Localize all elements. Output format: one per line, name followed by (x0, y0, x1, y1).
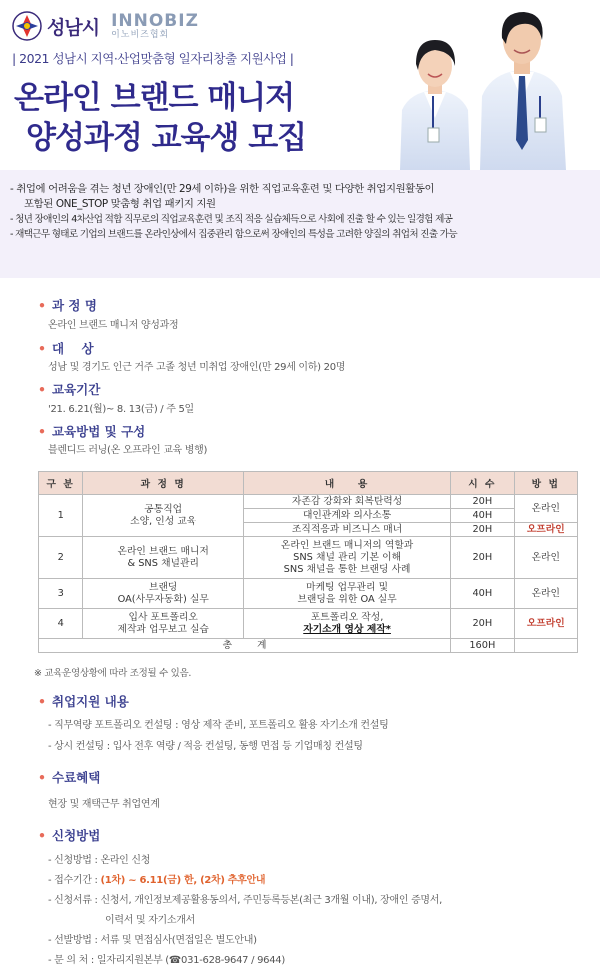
method-cell: 오프라인 (514, 609, 577, 639)
course-name-cell (83, 537, 244, 579)
method-heading: • 교육방법 및 구성 (38, 424, 146, 439)
logo-row (12, 8, 199, 44)
curriculum-table (38, 471, 578, 653)
business-people-image (340, 0, 600, 170)
course-name: & SNS 채널관리 (127, 557, 199, 569)
course-name-cell (83, 609, 244, 639)
content-cell: 조직적응과 비즈니스 매너 (244, 523, 451, 537)
apply-period-label: - 접수기간 : (48, 875, 101, 886)
title-line-1: 온라인 브랜드 매니저 (14, 80, 295, 116)
row-number: 4 (39, 609, 83, 639)
content-line: 포트폴리오 작성, (310, 611, 384, 623)
support-item: - 직무역량 포트폴리오 컨설팅 : 영상 제작 준비, 포트폴리오 활용 자기소개 컨설팅 (48, 720, 389, 731)
hours-cell: 40H (451, 579, 514, 609)
content-cell: 자존감 강화와 회복탄력성 (244, 495, 451, 509)
course-text: 온라인 브랜드 매니저 양성과정 (48, 320, 179, 331)
period-heading: • 교육기간 (38, 382, 101, 397)
method-cell: 온라인 (514, 495, 577, 523)
content-cell (244, 537, 451, 579)
total-hours: 160H (451, 639, 514, 653)
intro-list (0, 170, 600, 242)
content-line: 마케팅 업무관리 및 (306, 581, 389, 593)
course-name: 입사 포트폴리오 (128, 611, 198, 623)
content-cell (244, 609, 451, 639)
content-line: 브랜딩을 위한 OA 실무 (297, 593, 397, 605)
hours-cell: 20H (451, 523, 514, 537)
intro-item: - 재택근무 형태로 기업의 브랜드를 온라인상에서 집중관리 함으로써 장애인의 특성을 고려한 양질의 취업처 진출 가능 (10, 229, 457, 240)
benefit-label: 수료혜택 (52, 770, 101, 785)
apply-period-value: (1차) ~ 6.11(금) 한, (2차) 추후안내 (100, 875, 266, 886)
header-cell: 구 분 (39, 472, 83, 495)
course-name: 제작과 업무보고 실습 (117, 623, 209, 635)
header-cell: 시 수 (451, 472, 514, 495)
title-line-2: 양성과정 교육생 모집 (26, 120, 307, 156)
seongnam-emblem-icon (12, 11, 42, 41)
apply-selection: - 선발방법 : 서류 및 면접심사(면접일은 별도안내) (48, 935, 257, 946)
support-heading: • 취업지원 내용 (38, 694, 129, 709)
apply-docs: - 신청서류 : 신청서, 개인정보제공활용동의서, 주민등록등본(최근 3개월 이내), 장애인 증명서, (48, 895, 443, 906)
benefit-heading: • 수료혜택 (38, 770, 101, 785)
method-cell: 오프라인 (514, 523, 577, 537)
course-name: OA(사무자동화) 실무 (117, 593, 209, 605)
course-name: 소양, 인성 교육 (130, 515, 197, 527)
innobiz-logo (111, 10, 199, 40)
seongnam-logo (12, 11, 99, 41)
hours-cell: 20H (451, 495, 514, 509)
target-heading: • 대 상 (38, 341, 94, 356)
method-cell: 온라인 (514, 579, 577, 609)
hours-cell: 20H (451, 537, 514, 579)
header-cell: 내 용 (244, 472, 451, 495)
content-line: SNS 채널을 통한 브랜딩 사례 (283, 563, 411, 575)
intro-item: - 취업에 어려움을 겪는 청년 장애인(만 29세 이하)을 위한 직업교육훈련 및 다양한 취업지원활동이 (10, 183, 435, 195)
hours-cell: 40H (451, 509, 514, 523)
apply-period (48, 871, 265, 886)
content-cell: 대인관계와 의사소통 (244, 509, 451, 523)
benefit-text: 현장 및 재택근무 취업연계 (48, 799, 160, 810)
apply-contact: - 문 의 처 : 일자리지원본부 (☎031-628-9647 / 9644) (48, 955, 285, 966)
support-item: - 상시 컨설팅 : 입사 전후 역량 / 적응 컨설팅, 동행 면접 등 기업매칭 컨설팅 (48, 741, 363, 752)
program-subtitle: | 2021 성남시 지역·산업맞춤형 일자리창출 지원사업 | (12, 51, 294, 66)
content-cell (244, 579, 451, 609)
period-text: '21. 6.21(월)~ 8. 13(금) / 주 5일 (48, 404, 194, 415)
course-name: 온라인 브랜드 매니저 (117, 545, 209, 557)
method-cell: 온라인 (514, 537, 577, 579)
row-number: 1 (39, 495, 83, 537)
total-empty (514, 639, 577, 653)
header-cell: 방 법 (514, 472, 577, 495)
target-text: 성남 및 경기도 인근 거주 고졸 청년 미취업 장애인(만 29세 이하) 20명 (48, 362, 346, 373)
apply-label: 신청방법 (52, 828, 101, 843)
intro-band (0, 170, 600, 278)
header-cell: 과 정 명 (83, 472, 244, 495)
course-heading: • 과 정 명 (38, 298, 97, 313)
course-name: 브랜딩 (148, 581, 178, 593)
table-row (39, 495, 578, 509)
total-label: 총 계 (39, 639, 451, 653)
support-label: 취업지원 내용 (52, 694, 129, 709)
content-line: 온라인 브랜드 매니저의 역할과 (280, 539, 414, 551)
hours-cell: 20H (451, 609, 514, 639)
intro-item: 포함된 ONE_STOP 맞춤형 취업 패키지 지원 (24, 198, 216, 210)
partner-name: INNOBIZ (111, 10, 199, 31)
method-label: 교육방법 및 구성 (52, 424, 146, 439)
course-name-cell (83, 579, 244, 609)
intro-item: - 청년 장애인의 4차산업 적합 직무로의 직업교육훈련 및 조직 적응 실습체득으로 사회에 진출 할 수 있는 일경험 제공 (10, 214, 453, 225)
apply-docs-cont: 이력서 및 자기소개서 (105, 915, 195, 926)
target-label: 대 상 (52, 341, 94, 356)
course-name-cell (83, 495, 244, 537)
table-total-row (39, 639, 578, 653)
table-header-row (39, 472, 578, 495)
row-number: 3 (39, 579, 83, 609)
period-label: 교육기간 (52, 382, 101, 397)
city-name: 성남시 (47, 16, 100, 39)
course-label: 과 정 명 (52, 298, 97, 313)
content-line: SNS 채널 관리 기본 이해 (293, 551, 402, 563)
table-row (39, 537, 578, 579)
method-text: 블렌디드 러닝(온 오프라인 교육 병행) (48, 445, 208, 456)
content-line: 자기소개 영상 제작* (303, 623, 391, 635)
row-number: 2 (39, 537, 83, 579)
table-row (39, 609, 578, 639)
header (0, 0, 600, 170)
apply-heading: • 신청방법 (38, 828, 101, 843)
course-name: 공통직업 (144, 503, 183, 515)
apply-method: - 신청방법 : 온라인 신청 (48, 855, 151, 866)
table-row (39, 579, 578, 609)
partner-sub: 이노비즈협회 (111, 29, 170, 40)
table-note: ※ 교육운영상황에 따라 조정될 수 있음. (34, 668, 192, 679)
